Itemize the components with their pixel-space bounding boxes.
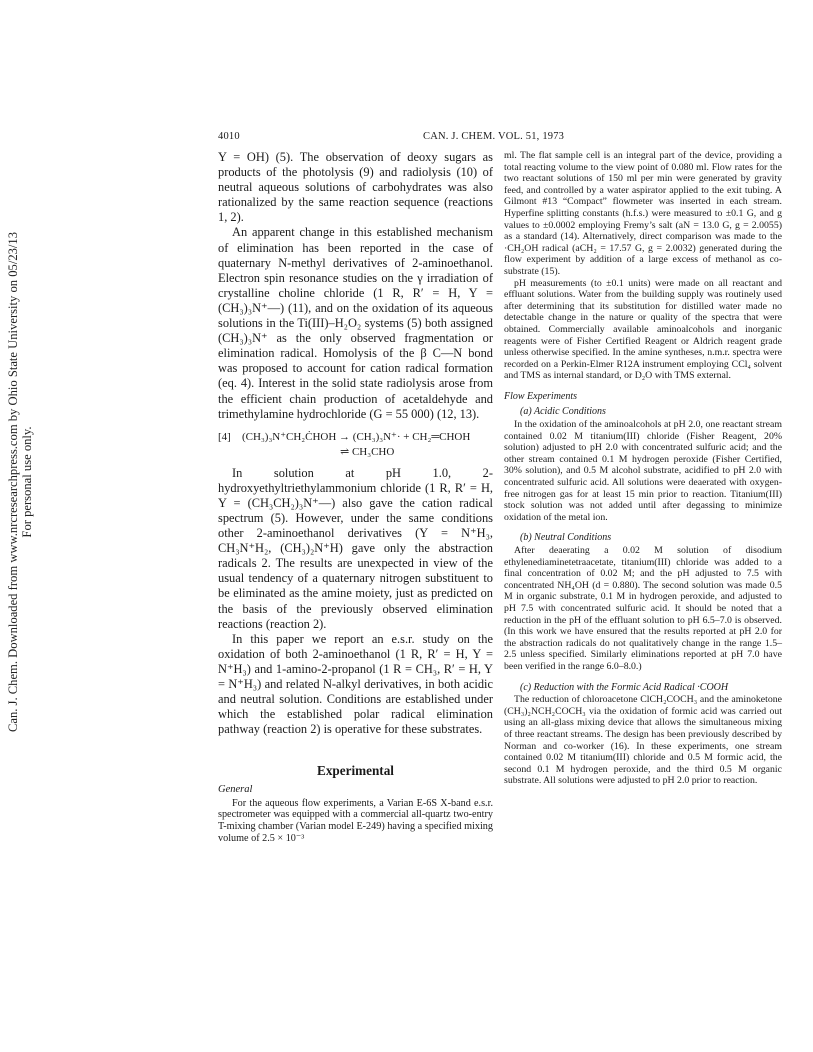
equation-4 [218, 430, 493, 460]
equation-number: [4] [218, 430, 231, 443]
subsection-heading: General [218, 784, 253, 796]
section-title: Experimental [317, 763, 394, 779]
paragraph: In the oxidation of the aminoalcohols at pH 2.0, one reactant stream contained 0.02 M titanium(III) chloride (Fisher Reagent, 20% solution) adjusted to pH 2.0 with concentrated sulfuric acid; and the other stream contained 0.1 M hydrogen peroxide (Fisher Certified, 30% solution), and 0.5 M alcohol substrate, acidified to pH 2.0 with concentrated sulfuric acid. All solutions were deaerated with oxygen-free nitrogen gas for at least 15 min prior to reaction. Titanium(III) stock solution was not added until after degassing to minimize oxidation of the metal ion. [504, 419, 782, 523]
paragraph: In solution at pH 1.0, 2-hydroxyethyltriethylammonium chloride (1 R, R′ = H, Y = (CH₃CH₂)₃N⁺—) also gave the cation radical spectrum (5). However, under the same conditions other 2-aminoethanol derivatives (Y = N⁺H₃, CH₃N⁺H₂, (CH₃)₂N⁺H) gave only the abstraction radicals 2. The results are unexpected in view of the usual tendency of a quaternary nitrogen substituent to be eliminated as the amine moiety, just as predicted on the basis of the previously observed elimination reactions (reaction 2). [218, 465, 493, 631]
subsection-heading: (c) Reduction with the Formic Acid Radical ·COOH [520, 681, 729, 693]
paragraph: ml. The flat sample cell is an integral part of the device, providing a total reacting volume to the view point of 0.080 ml. Flow rates for the two reactant solutions of 150 ml per min were generated by gravity feed, and controlled by a water aspirator applied to the exit tubing. A Gilmont #13 “Compact” flowmeter was inserted in each stream. Hyperfine splitting constants (h.f.s.) were measured to ±0.1 G, and g values to ±0.0002 employing Fremy’s salt (aN = 13.0 G, g = 2.0055) as a standard (14). Alternatively, direct comparison was made to the ·CH₂OH radical (aCH₂ = 17.57 G, g = 2.0032) generated during the flow experiment by addition of a large excess of methanol as co-substrate (15). [504, 150, 782, 277]
paragraph: Y = OH) (5). The observation of deoxy sugars as products of the photolysis (9) and radiolysis (10) of neutral aqueous solutions of carbohydrates was also rationalized by the same reaction sequence (reactions 1, 2). [218, 150, 493, 225]
journal-citation: CAN. J. CHEM. VOL. 51, 1973 [423, 131, 565, 142]
subsection-heading: (a) Acidic Conditions [520, 406, 606, 418]
download-watermark [6, 162, 34, 802]
right-column [504, 150, 782, 787]
watermark-line-2: For personal use only. [20, 426, 34, 538]
paragraph: After deaerating a 0.02 M solution of disodium ethylenediaminetetraacetate, titanium(III) chloride was added to a final concentration of 0.02 M; and the pH adjusted to 7.5 with concentrated NH₄OH (d = 0.880). The second solution was made 0.5 M in organic substrate, 0.1 M in hydrogen peroxide, and adjusted to pH 7.5 with concentrated sulfuric acid. It should be noted that a reduction in the pH of the effluant solution to pH 6.5–7.0 is observed. (In this work we have ensured that the results reported at pH 2.0 for the abstraction radicals do not qualitatively change in the range 1.5–2.5 unless specified. Similarly eliminations reported at pH 7.0 have been verified in the range 6.0–8.0.) [504, 545, 782, 672]
subsection-heading: Flow Experiments [504, 390, 578, 402]
left-column [218, 150, 493, 845]
watermark-line-1: Can. J. Chem. Downloaded from www.nrcresearchpress.com by Ohio State University on 05/23/13 [6, 231, 20, 733]
equation-line: ⇌ CH₃CHO [340, 445, 395, 458]
paragraph: For the aqueous flow experiments, a Varian E-6S X-band e.s.r. spectrometer was equipped with a commercial all-quartz two-entry T-mixing chamber (Varian model E-249) having a specified mixing volume of 2.5 × 10⁻³ [218, 797, 493, 844]
paragraph: pH measurements (to ±0.1 units) were made on all reactant and effluant solutions. Water from the building supply was routinely used after determining that its substitution for distilled water made no detectable change in the nature or quality of the spectra that were obtained. Commercially available aminoalcohols and inorganic reagents were of Fisher Certified Reagent or Aldrich reagent grade unless otherwise specified. In the amine syntheses, n.m.r. spectra were recorded on a Perkin-Elmer R12A instrument employing CCl₄ solvent and TMS as internal standard, or D₂O with TMS external. [504, 277, 782, 382]
paragraph: An apparent change in this established mechanism of elimination has been reported in the case of quaternary N-methyl derivatives of 2-aminoethanol. Electron spin resonance studies on the γ irradiation of crystalline choline chloride (1 R, R′ = H, Y = (CH₃)₃N⁺—) (11), and on the oxidation of its aqueous solutions in the Ti(III)–H₂O₂ systems (5) both assigned (CH₃)₃N⁺ as the only observed fragmentation or elimination radical. Homolysis of the β C—N bond was proposed to account for cation radical formation (eq. 4). Interest in the solid state radiolysis arose from the efficient chain production of acetaldehyde and trimethylamine hydrochloride (G = 55 000) (12, 13). [218, 225, 493, 421]
page-number: 4010 [218, 131, 240, 142]
equation-line: (CH₃)₃N⁺CH₂ĊHOH → (CH₃)₃N⁺· + CH₂═CHOH [242, 430, 471, 443]
paragraph: The reduction of chloroacetone ClCH₂COCH₃ and the aminoketone (CH₃)₂NCH₂COCH₃ via the oxidation of formic acid was carried out using an all-glass mixing device that allows the simultaneous mixing of three reactant streams. The design has been previously described by Norman and co-worker (16). In these experiments, one stream contained 0.02 M titanium(III) chloride and 0.5 M formic acid, the second 0.1 M hydrogen peroxide, and the third 0.5 M organic substrate. All solutions were adjusted to pH 2.0 prior to reaction. [504, 694, 782, 787]
subsection-heading: (b) Neutral Conditions [520, 532, 612, 544]
paragraph: In this paper we report an e.s.r. study on the oxidation of both 2-aminoethanol (1 R, R′ = H, Y = N⁺H₃) and 1-amino-2-propanol (1 R = CH₃, R′ = H, Y = N⁺H₃) and related N-alkyl derivatives, in both acidic and neutral solution. Conditions are established under which the established polar radical elimination pathway (reaction 2) is operative for these substrates. [218, 631, 493, 737]
